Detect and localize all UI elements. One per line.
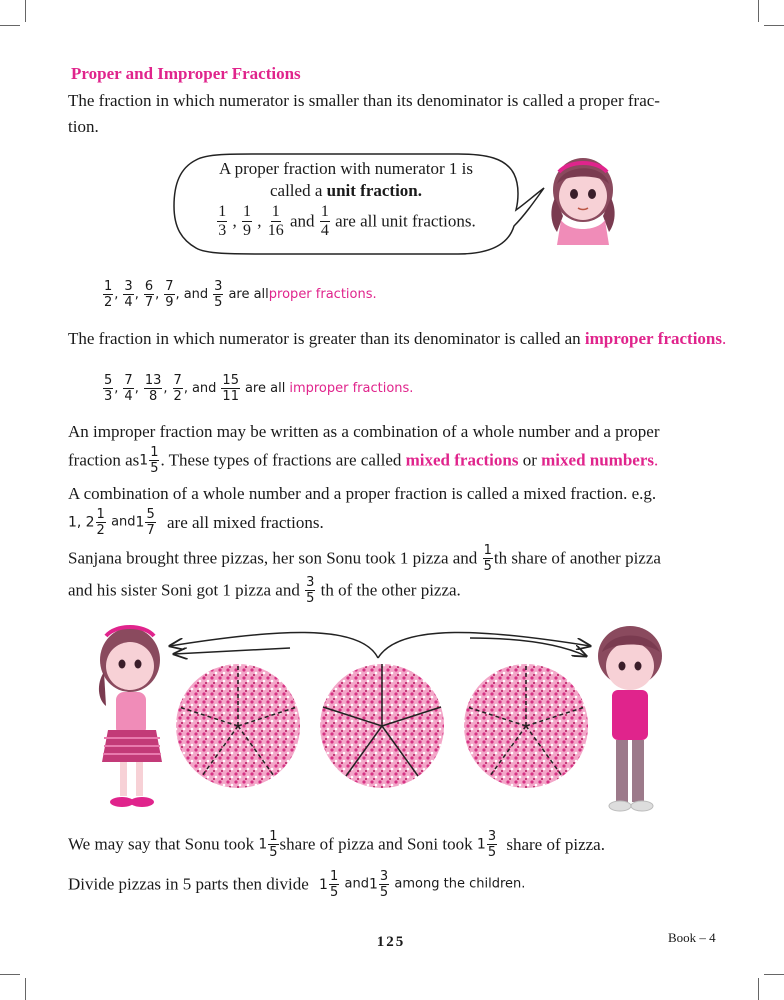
bubble-fractions: $\frac{1}{3}$ , $\frac{1}{9}$ , $\frac{1}{16}$ and $\frac{1}{4}$ are all unit fractions.	[218, 203, 476, 239]
story-line2-post: th of the other pizza.	[320, 580, 461, 600]
divide-pre: Divide pizzas in 5 parts then divide	[68, 874, 309, 894]
and-text: and	[191, 381, 217, 396]
improper-end: .	[722, 329, 727, 348]
crop-mark	[764, 25, 784, 26]
improper-fractions-label: improper fractions.	[289, 381, 414, 396]
fraction: $\frac{3}{4}$	[124, 279, 133, 310]
divide-post: among the children.	[394, 876, 526, 892]
fraction: $\frac{5}{3}$	[104, 373, 113, 404]
improper-term: improper	[584, 329, 654, 348]
arrow-icon	[170, 632, 590, 658]
fraction: $\frac{1}{4}$	[320, 203, 329, 239]
story-line1	[68, 544, 661, 573]
proper-definition-line1: The fraction in which numerator is smaller than its denominator is called a proper frac-	[68, 91, 660, 110]
bubble-line2-text: called a	[269, 181, 323, 200]
crop-mark	[0, 974, 20, 975]
girl-icon	[99, 627, 162, 807]
mixed-whole: 1	[135, 514, 145, 531]
proper-fractions-label: proper fractions.	[268, 287, 377, 302]
mixed-whole: 1	[258, 836, 268, 853]
fraction: $\frac{3}{5}$	[487, 829, 497, 860]
story-line1-pre: Sanjana brought three pizzas, her son Sonu took 1 pizza and	[68, 548, 478, 568]
bubble-and: and	[290, 211, 315, 231]
fraction: $\frac{1}{9}$	[243, 203, 252, 239]
fraction: $\frac{1}{5}$	[150, 445, 159, 476]
crop-mark	[0, 25, 20, 26]
fractions-term: fractions	[657, 329, 722, 348]
fraction: $\frac{1}{5}$	[483, 543, 492, 574]
mixed-definition-line2	[68, 446, 658, 475]
and-text: and	[183, 287, 209, 302]
mixed-whole: 2	[85, 514, 95, 531]
fraction: $\frac{1}{5}$	[329, 869, 339, 900]
girl-icon	[545, 150, 620, 245]
conclusion-pre: We may say that Sonu took	[68, 834, 255, 854]
pizza-icon	[464, 664, 588, 788]
crop-mark	[25, 978, 26, 1000]
are-all-text: are all	[228, 287, 269, 302]
mixed-whole: 1	[476, 836, 486, 853]
story-line2-pre: and his sister Soni got 1 pizza and	[68, 580, 300, 600]
fraction: $\frac{5}{7}$	[146, 507, 155, 538]
speech-bubble	[178, 158, 514, 239]
mixed-examples-tail: are all mixed fractions.	[166, 512, 324, 532]
mixed-combination-text: A combination of a whole number and a proper fraction is called a mixed fraction. e.g.	[68, 484, 657, 503]
fraction: $\frac{1}{2}$	[104, 279, 113, 310]
page-number: 125	[376, 934, 406, 950]
mixed-definition-pre: fraction as	[68, 450, 140, 470]
fraction: $\frac{3}{5}$	[306, 575, 315, 606]
mixed-whole: 1	[319, 876, 328, 893]
crop-mark	[764, 974, 784, 975]
improper-examples: $\frac{5}{3}$ , $\frac{7}{4}$ , $\frac{13}{8}$ , $\frac{7}{2}$ , and $\frac{15}{11}$ are all improper fractions.	[104, 373, 414, 404]
unit-fraction-term: unit fraction.	[326, 181, 423, 200]
bubble-tail: are all unit fractions.	[335, 211, 476, 231]
bubble-line2	[178, 180, 514, 202]
fraction: $\frac{15}{11}$	[222, 373, 239, 404]
story-line2	[68, 576, 461, 605]
or-text: or	[522, 450, 537, 470]
fraction: $\frac{7}{2}$	[173, 373, 182, 404]
are-all-text: are all	[244, 381, 286, 396]
mixed-end: .	[654, 450, 659, 470]
fraction: $\frac{3}{5}$	[214, 279, 223, 310]
mixed-whole: 1	[368, 876, 378, 893]
fraction: $\frac{1}{16}$	[267, 203, 284, 239]
fraction: $\frac{7}{4}$	[124, 373, 133, 404]
proper-definition	[68, 88, 728, 140]
proper-definition-line2: tion.	[68, 117, 99, 136]
fraction: $\frac{1}{5}$	[269, 829, 278, 860]
mixed-numbers-term: mixed numbers	[541, 450, 655, 470]
and-text: and	[111, 514, 136, 530]
pizza-icon	[320, 664, 444, 788]
mixed-fractions-term: mixed fractions	[405, 450, 519, 470]
mixed-definition-mid: . These types of fractions are called	[160, 450, 402, 470]
pizza-icon	[176, 664, 300, 788]
crop-mark	[758, 0, 759, 22]
bubble-line1: A proper fraction with numerator 1 is	[219, 159, 473, 178]
fraction: $\frac{1}{2}$	[96, 507, 105, 538]
crop-mark	[25, 0, 26, 22]
pizza-illustration	[90, 612, 690, 824]
fraction: $\frac{7}{9}$	[165, 279, 174, 310]
crop-mark	[758, 978, 759, 1000]
improper-definition	[68, 326, 728, 352]
fraction: $\frac{6}{7}$	[144, 279, 154, 310]
fraction: $\frac{1}{3}$	[218, 203, 227, 239]
proper-examples: $\frac{1}{2}$ , $\frac{3}{4}$ , $\frac{6}{7}$ , $\frac{7}{9}$ , and $\frac{3}{5}$ are allproper fractions.	[104, 279, 377, 310]
conclusion-mid: share of pizza and Soni took	[279, 834, 473, 854]
mixed-whole: 1	[139, 452, 149, 469]
section-heading: Proper and Improper Fractions	[71, 64, 301, 83]
boy-icon	[598, 626, 662, 811]
fraction: $\frac{3}{5}$	[379, 869, 389, 900]
mixed-definition-line1: An improper fraction may be written as a combination of a whole number and a proper	[68, 422, 660, 441]
story-line1-post: th share of another pizza	[493, 548, 661, 568]
mixed-first: 1,	[68, 514, 82, 531]
conclusion-line	[68, 830, 605, 859]
mixed-examples	[68, 508, 324, 537]
improper-definition-text: The fraction in which numerator is greater than its denominator is called an	[68, 329, 581, 348]
fraction: $\frac{13}{8}$	[144, 373, 162, 404]
book-label: Book – 4	[668, 930, 716, 945]
conclusion-post: share of pizza.	[506, 834, 605, 854]
and-text: and	[344, 876, 369, 892]
divide-line	[68, 870, 525, 899]
